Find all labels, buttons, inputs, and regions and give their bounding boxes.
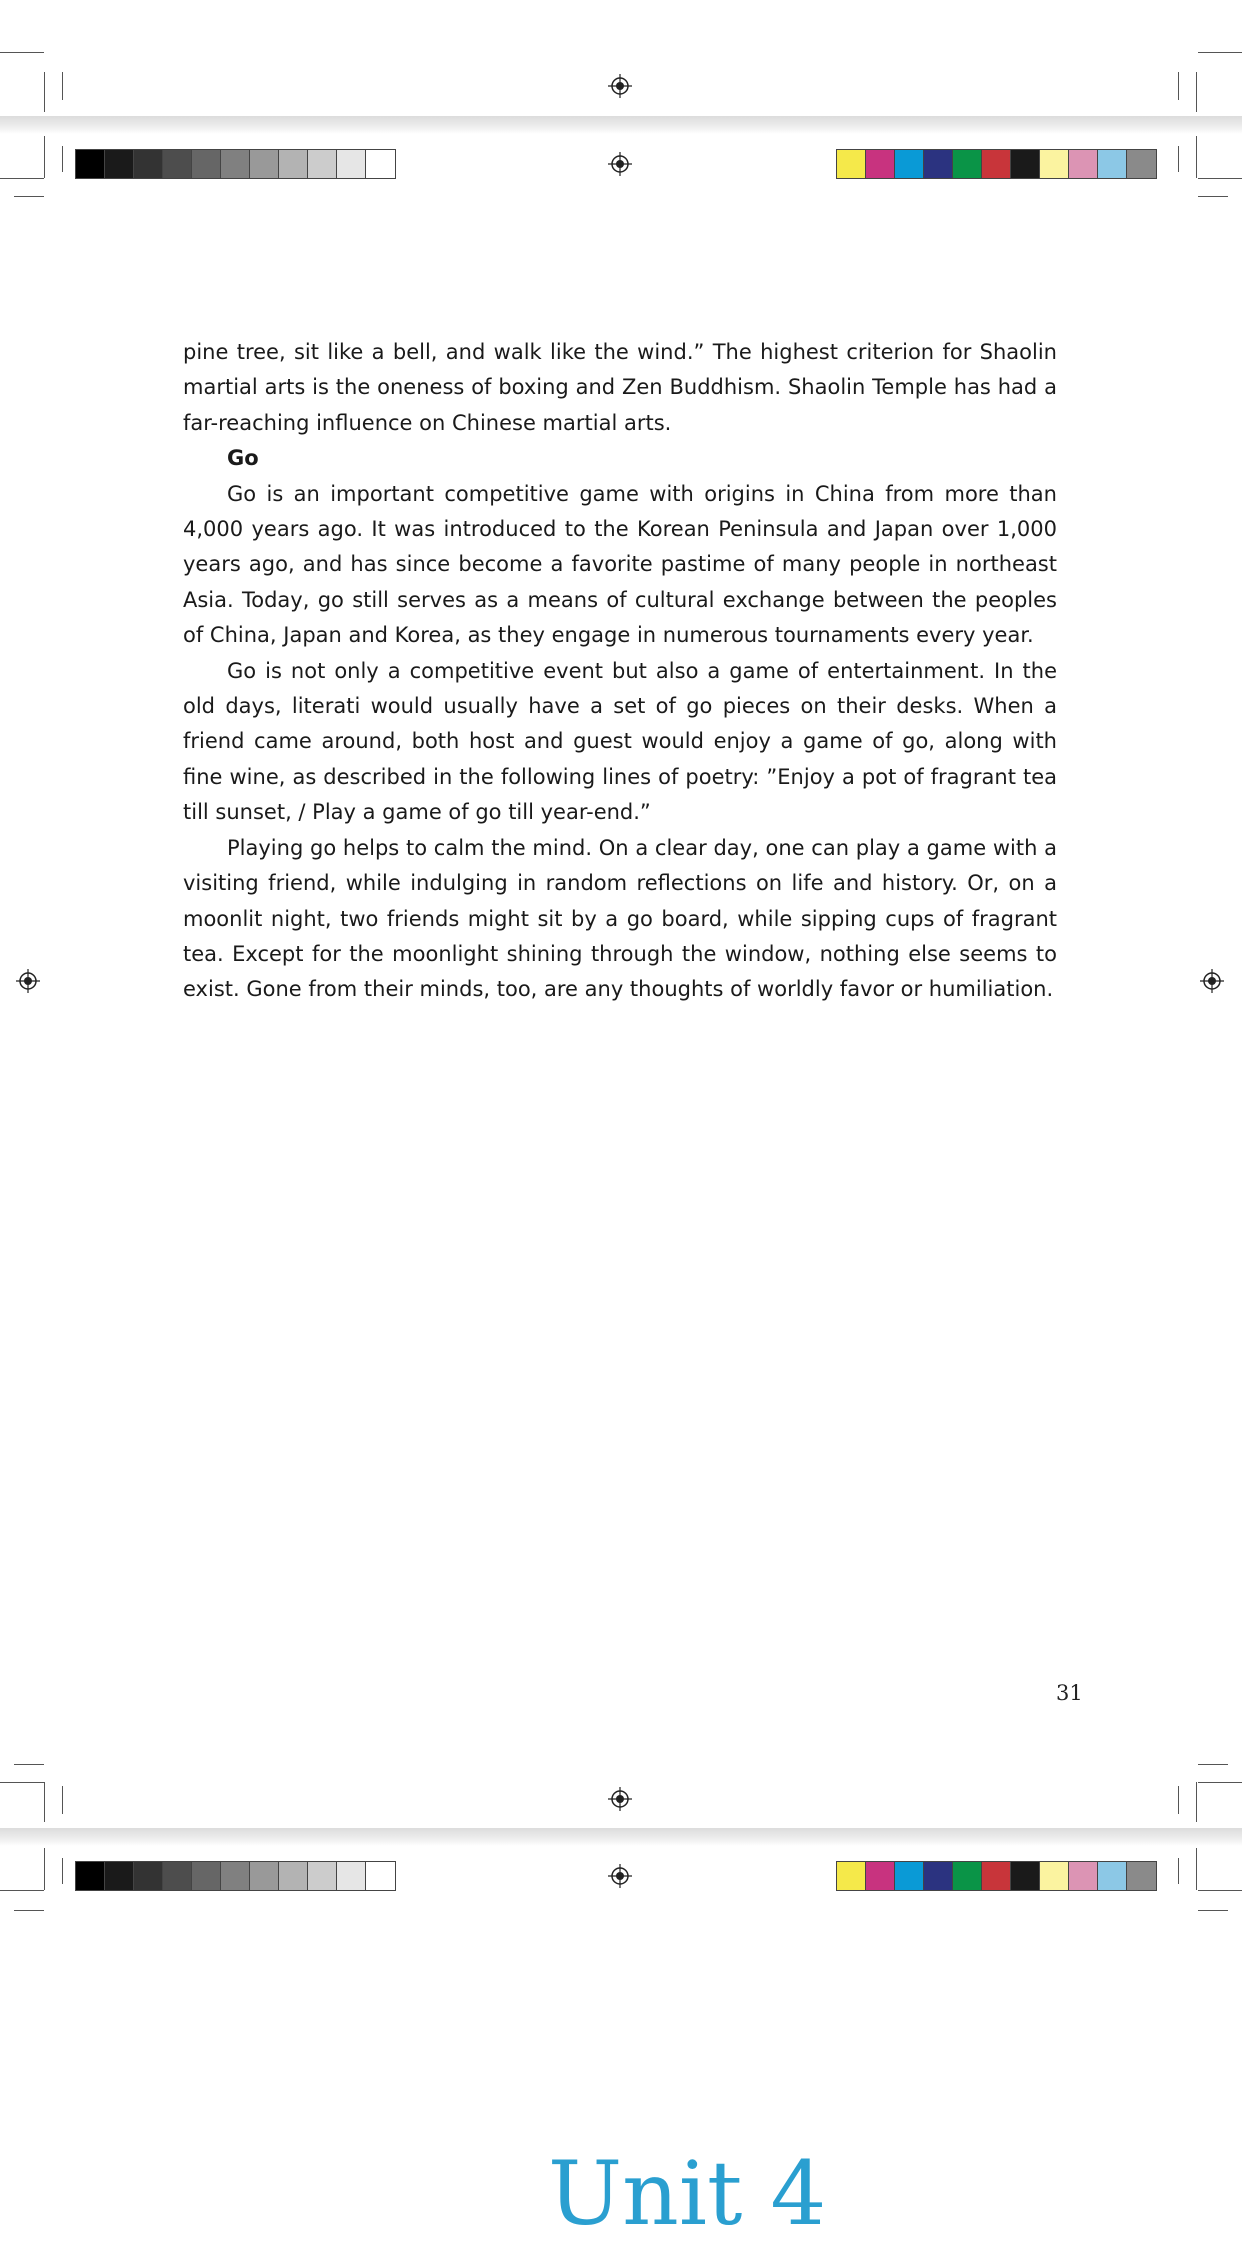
top-gray-band	[0, 116, 1242, 134]
calibration-swatch	[192, 1862, 221, 1890]
calibration-swatch	[953, 1862, 982, 1890]
calibration-swatch	[192, 150, 221, 178]
registration-mark-icon	[608, 152, 632, 176]
calibration-swatch	[1127, 150, 1156, 178]
body-paragraph: Playing go helps to calm the mind. On a clear day, one can play a game with a visiting friend, while indulging in random reflections on life and history. Or, on a moonlit night, two friends might sit by a go board, while sipping cups of fragrant tea. Except for the moonlight shining through the window, nothing else seems to exist. Gone from their minds, too, are any thoughts of worldly favor or humiliation.	[183, 835, 1057, 1002]
calibration-swatch	[1069, 1862, 1098, 1890]
calibration-swatch	[366, 1862, 395, 1890]
calibration-swatch	[308, 150, 337, 178]
calibration-swatch	[250, 1862, 279, 1890]
calibration-swatch	[866, 1862, 895, 1890]
calibration-swatch	[1040, 1862, 1069, 1890]
calibration-swatch	[76, 1862, 105, 1890]
calibration-swatch	[953, 150, 982, 178]
calibration-swatch	[837, 150, 866, 178]
body-paragraph: Go is not only a competitive event but also a game of entertainment. In the old days, literati would usually have a set of go pieces on their desks. When a friend came around, both host and guest would enjoy a game of go, along with fine wine, as described in the following lines of poetry: ”Enjoy a pot of fragrant tea till sunset, / Play a game of go till year-end.”	[183, 658, 1057, 825]
calibration-swatch	[1040, 150, 1069, 178]
registration-mark-icon	[608, 1864, 632, 1888]
calibration-swatch	[366, 150, 395, 178]
calibration-swatch	[982, 150, 1011, 178]
registration-mark-icon	[608, 74, 632, 98]
calibration-swatch	[1069, 150, 1098, 178]
calibration-swatch	[279, 150, 308, 178]
calibration-swatch	[105, 1862, 134, 1890]
calibration-swatch	[76, 150, 105, 178]
bottom-gray-band	[0, 1828, 1242, 1846]
calibration-swatch	[221, 1862, 250, 1890]
calibration-swatch	[982, 1862, 1011, 1890]
calibration-swatch	[134, 150, 163, 178]
calibration-swatch	[134, 1862, 163, 1890]
registration-mark-icon	[16, 969, 40, 993]
body-paragraph: Go is an important competitive game with origins in China from more than 4,000 years ago. It was introduced to the Korean Peninsula and Japan over 1,000 years ago, and has since become a favorite pastime of many people in northeast Asia. Today, go still serves as a means of cultural exchange between the peoples of China, Japan and Korea, as they engage in numerous tournaments every year.	[183, 481, 1057, 648]
calibration-swatch	[163, 1862, 192, 1890]
next-unit-title: Unit 4	[548, 2142, 827, 2245]
calibration-swatch	[895, 150, 924, 178]
calibration-swatch	[105, 150, 134, 178]
continued-paragraph: pine tree, sit like a bell, and walk like the wind.” The highest criterion for Shaolin martial arts is the oneness of boxing and Zen Buddhism. Shaolin Temple has had a far-reaching influence on Chinese martial arts.	[183, 340, 1057, 435]
registration-mark-icon	[608, 1787, 632, 1811]
calibration-swatch	[279, 1862, 308, 1890]
calibration-swatch	[1011, 150, 1040, 178]
calibration-swatch	[924, 150, 953, 178]
calibration-swatch	[250, 150, 279, 178]
grayscale-calibration-strip	[75, 1861, 396, 1891]
calibration-swatch	[1011, 1862, 1040, 1890]
page-number: 31	[1056, 1681, 1083, 1705]
calibration-swatch	[163, 150, 192, 178]
calibration-swatch	[924, 1862, 953, 1890]
section-heading: Go	[227, 446, 259, 471]
grayscale-calibration-strip	[75, 149, 396, 179]
calibration-swatch	[895, 1862, 924, 1890]
calibration-swatch	[866, 150, 895, 178]
calibration-swatch	[1098, 150, 1127, 178]
calibration-swatch	[1098, 1862, 1127, 1890]
calibration-swatch	[837, 1862, 866, 1890]
calibration-swatch	[337, 1862, 366, 1890]
registration-mark-icon	[1200, 969, 1224, 993]
calibration-swatch	[337, 150, 366, 178]
calibration-swatch	[221, 150, 250, 178]
calibration-swatch	[308, 1862, 337, 1890]
color-calibration-strip	[836, 1861, 1157, 1891]
page-body	[183, 335, 1057, 1008]
calibration-swatch	[1127, 1862, 1156, 1890]
color-calibration-strip	[836, 149, 1157, 179]
